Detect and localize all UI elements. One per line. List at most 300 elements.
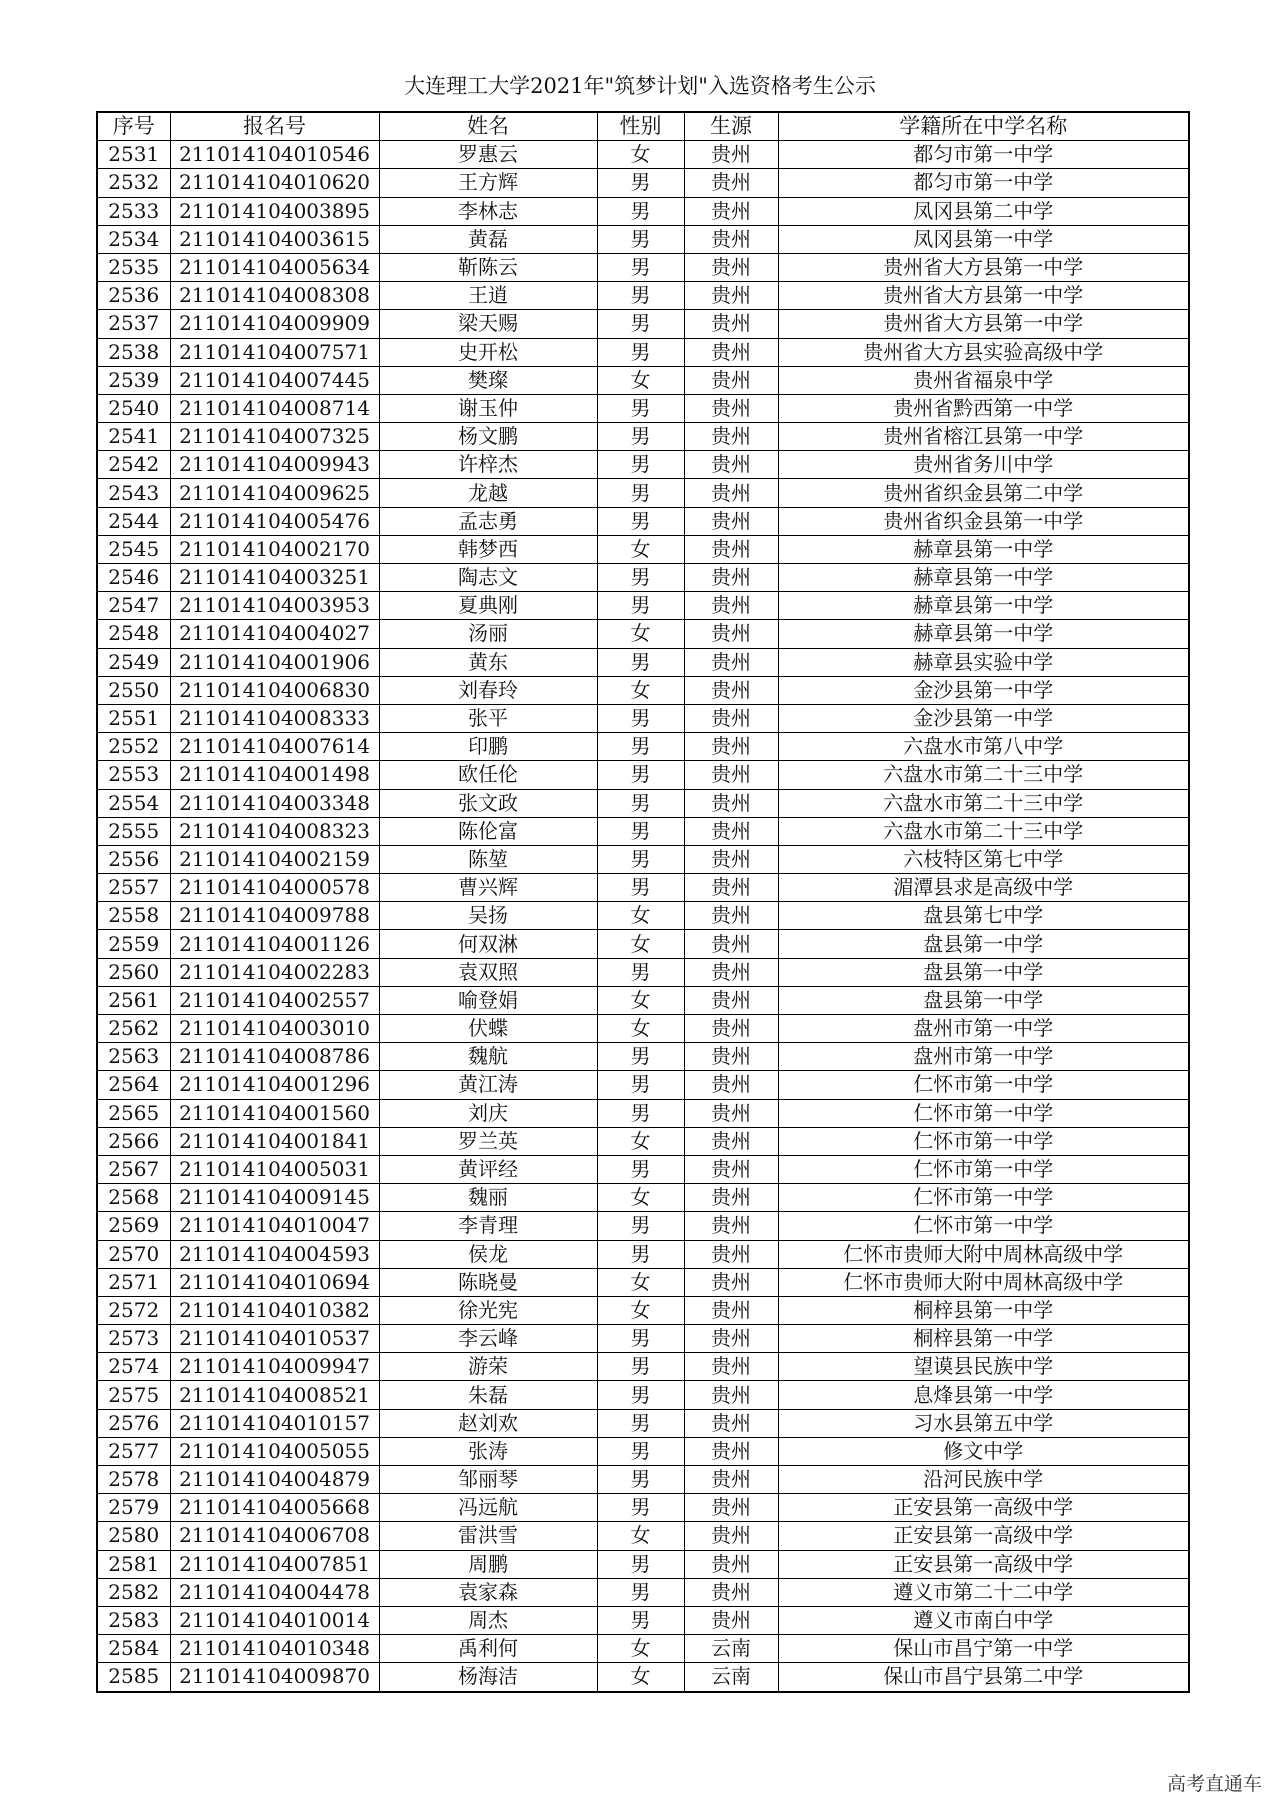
cell-registration: 211014104002283 — [170, 958, 379, 986]
cell-gender: 女 — [597, 1522, 684, 1550]
cell-number: 2558 — [97, 902, 170, 930]
table-row — [97, 169, 1189, 197]
cell-number: 2582 — [97, 1578, 170, 1606]
cell-origin: 贵州 — [684, 310, 778, 338]
cell-registration: 211014104001498 — [170, 761, 379, 789]
table-row — [97, 479, 1189, 507]
cell-registration: 211014104006830 — [170, 676, 379, 704]
cell-school: 金沙县第一中学 — [778, 704, 1189, 732]
cell-number: 2571 — [97, 1268, 170, 1296]
watermark-text: 高考直通车 — [1166, 1773, 1262, 1795]
cell-gender: 女 — [597, 1015, 684, 1043]
table-row — [97, 1099, 1189, 1127]
cell-registration: 211014104001296 — [170, 1071, 379, 1099]
cell-gender: 男 — [597, 1240, 684, 1268]
cell-gender: 男 — [597, 733, 684, 761]
cell-school: 盘县第一中学 — [778, 930, 1189, 958]
cell-origin: 贵州 — [684, 1212, 778, 1240]
cell-gender: 男 — [597, 845, 684, 873]
cell-gender: 男 — [597, 789, 684, 817]
cell-origin: 贵州 — [684, 761, 778, 789]
table-row — [97, 930, 1189, 958]
table-row — [97, 1635, 1189, 1663]
cell-origin: 贵州 — [684, 394, 778, 422]
cell-registration: 211014104008333 — [170, 704, 379, 732]
cell-number: 2563 — [97, 1043, 170, 1071]
cell-name: 张涛 — [379, 1437, 597, 1465]
cell-number: 2569 — [97, 1212, 170, 1240]
cell-gender: 男 — [597, 1381, 684, 1409]
cell-school: 望谟县民族中学 — [778, 1353, 1189, 1381]
cell-school: 贵州省黔西第一中学 — [778, 394, 1189, 422]
cell-origin: 贵州 — [684, 1606, 778, 1634]
cell-registration: 211014104010620 — [170, 169, 379, 197]
cell-registration: 211014104009870 — [170, 1663, 379, 1692]
table-row — [97, 620, 1189, 648]
cell-number: 2532 — [97, 169, 170, 197]
cell-registration: 211014104010348 — [170, 1635, 379, 1663]
cell-registration: 211014104005668 — [170, 1494, 379, 1522]
cell-name: 赵刘欢 — [379, 1409, 597, 1437]
cell-origin: 贵州 — [684, 253, 778, 281]
cell-registration: 211014104009625 — [170, 479, 379, 507]
table-row — [97, 366, 1189, 394]
cell-gender: 女 — [597, 986, 684, 1014]
cell-gender: 男 — [597, 1353, 684, 1381]
cell-registration: 211014104010047 — [170, 1212, 379, 1240]
cell-registration: 211014104008714 — [170, 394, 379, 422]
cell-gender: 女 — [597, 676, 684, 704]
cell-origin: 贵州 — [684, 1381, 778, 1409]
cell-origin: 贵州 — [684, 1155, 778, 1183]
cell-number: 2537 — [97, 310, 170, 338]
table-row — [97, 1437, 1189, 1465]
table-row — [97, 1212, 1189, 1240]
cell-origin: 贵州 — [684, 1015, 778, 1043]
cell-gender: 男 — [597, 592, 684, 620]
cell-gender: 男 — [597, 648, 684, 676]
cell-name: 罗兰英 — [379, 1127, 597, 1155]
cell-school: 湄潭县求是高级中学 — [778, 874, 1189, 902]
cell-origin: 贵州 — [684, 648, 778, 676]
cell-school: 赫章县第一中学 — [778, 535, 1189, 563]
cell-registration: 211014104003953 — [170, 592, 379, 620]
cell-registration: 211014104007325 — [170, 423, 379, 451]
cell-name: 袁双照 — [379, 958, 597, 986]
cell-origin: 贵州 — [684, 423, 778, 451]
table-row — [97, 1155, 1189, 1183]
cell-origin: 贵州 — [684, 874, 778, 902]
cell-school: 盘县第一中学 — [778, 958, 1189, 986]
cell-origin: 贵州 — [684, 620, 778, 648]
cell-school: 六盘水市第二十三中学 — [778, 761, 1189, 789]
cell-gender: 男 — [597, 1099, 684, 1127]
cell-number: 2546 — [97, 564, 170, 592]
cell-number: 2576 — [97, 1409, 170, 1437]
table-header-row — [97, 112, 1189, 141]
table-row — [97, 197, 1189, 225]
cell-origin: 贵州 — [684, 845, 778, 873]
cell-origin: 贵州 — [684, 1240, 778, 1268]
cell-registration: 211014104008308 — [170, 282, 379, 310]
table-row — [97, 507, 1189, 535]
cell-school: 贵州省福泉中学 — [778, 366, 1189, 394]
table-row — [97, 986, 1189, 1014]
cell-school: 六盘水市第二十三中学 — [778, 817, 1189, 845]
cell-number: 2579 — [97, 1494, 170, 1522]
cell-name: 王方辉 — [379, 169, 597, 197]
cell-number: 2583 — [97, 1606, 170, 1634]
cell-number: 2565 — [97, 1099, 170, 1127]
cell-gender: 男 — [597, 1325, 684, 1353]
cell-number: 2559 — [97, 930, 170, 958]
cell-number: 2551 — [97, 704, 170, 732]
cell-origin: 贵州 — [684, 1409, 778, 1437]
cell-registration: 211014104010546 — [170, 141, 379, 169]
cell-number: 2531 — [97, 141, 170, 169]
cell-school: 贵州省织金县第一中学 — [778, 507, 1189, 535]
cell-name: 徐光宪 — [379, 1296, 597, 1324]
cell-registration: 211014104010014 — [170, 1606, 379, 1634]
cell-school: 金沙县第一中学 — [778, 676, 1189, 704]
cell-registration: 211014104009145 — [170, 1184, 379, 1212]
cell-gender: 男 — [597, 253, 684, 281]
cell-origin: 云南 — [684, 1635, 778, 1663]
cell-registration: 211014104002557 — [170, 986, 379, 1014]
table-row — [97, 592, 1189, 620]
cell-school: 仁怀市第一中学 — [778, 1099, 1189, 1127]
cell-school: 盘州市第一中学 — [778, 1015, 1189, 1043]
column-header-number: 序号 — [97, 112, 170, 141]
cell-origin: 贵州 — [684, 704, 778, 732]
cell-origin: 云南 — [684, 1663, 778, 1692]
cell-school: 赫章县第一中学 — [778, 564, 1189, 592]
cell-origin: 贵州 — [684, 169, 778, 197]
cell-name: 黄评经 — [379, 1155, 597, 1183]
cell-name: 谢玉仲 — [379, 394, 597, 422]
cell-gender: 男 — [597, 1578, 684, 1606]
cell-registration: 211014104003010 — [170, 1015, 379, 1043]
cell-number: 2533 — [97, 197, 170, 225]
cell-name: 周鹏 — [379, 1550, 597, 1578]
table-row — [97, 733, 1189, 761]
table-row — [97, 1409, 1189, 1437]
table-row — [97, 845, 1189, 873]
cell-origin: 贵州 — [684, 366, 778, 394]
cell-registration: 211014104001560 — [170, 1099, 379, 1127]
table-row — [97, 310, 1189, 338]
cell-school: 仁怀市第一中学 — [778, 1184, 1189, 1212]
table-row — [97, 704, 1189, 732]
cell-name: 黄磊 — [379, 225, 597, 253]
cell-gender: 女 — [597, 1663, 684, 1692]
cell-gender: 男 — [597, 479, 684, 507]
cell-name: 梁天赐 — [379, 310, 597, 338]
cell-registration: 211014104008323 — [170, 817, 379, 845]
column-header-gender: 性别 — [597, 112, 684, 141]
cell-name: 朱磊 — [379, 1381, 597, 1409]
column-header-school: 学籍所在中学名称 — [778, 112, 1189, 141]
cell-name: 伏蝶 — [379, 1015, 597, 1043]
cell-number: 2570 — [97, 1240, 170, 1268]
cell-origin: 贵州 — [684, 282, 778, 310]
cell-registration: 211014104007571 — [170, 338, 379, 366]
table-row — [97, 1381, 1189, 1409]
table-row — [97, 676, 1189, 704]
cell-school: 遵义市南白中学 — [778, 1606, 1189, 1634]
cell-gender: 男 — [597, 1409, 684, 1437]
cell-number: 2550 — [97, 676, 170, 704]
cell-registration: 211014104001841 — [170, 1127, 379, 1155]
cell-number: 2574 — [97, 1353, 170, 1381]
cell-origin: 贵州 — [684, 1550, 778, 1578]
cell-school: 保山市昌宁县第二中学 — [778, 1663, 1189, 1692]
cell-registration: 211014104003615 — [170, 225, 379, 253]
cell-number: 2556 — [97, 845, 170, 873]
cell-origin: 贵州 — [684, 817, 778, 845]
cell-school: 贵州省榕江县第一中学 — [778, 423, 1189, 451]
cell-origin: 贵州 — [684, 1494, 778, 1522]
cell-origin: 贵州 — [684, 141, 778, 169]
cell-school: 凤冈县第二中学 — [778, 197, 1189, 225]
cell-registration: 211014104008786 — [170, 1043, 379, 1071]
cell-registration: 211014104003895 — [170, 197, 379, 225]
table-row — [97, 253, 1189, 281]
cell-school: 贵州省织金县第二中学 — [778, 479, 1189, 507]
cell-gender: 男 — [597, 1466, 684, 1494]
cell-gender: 女 — [597, 1635, 684, 1663]
cell-name: 何双淋 — [379, 930, 597, 958]
cell-number: 2541 — [97, 423, 170, 451]
column-header-name: 姓名 — [379, 112, 597, 141]
cell-school: 仁怀市第一中学 — [778, 1155, 1189, 1183]
cell-origin: 贵州 — [684, 1437, 778, 1465]
cell-number: 2567 — [97, 1155, 170, 1183]
cell-school: 正安县第一高级中学 — [778, 1494, 1189, 1522]
cell-registration: 211014104004027 — [170, 620, 379, 648]
table-row — [97, 1127, 1189, 1155]
cell-school: 赫章县第一中学 — [778, 592, 1189, 620]
table-row — [97, 1663, 1189, 1692]
cell-name: 杨海洁 — [379, 1663, 597, 1692]
cell-number: 2562 — [97, 1015, 170, 1043]
cell-registration: 211014104002159 — [170, 845, 379, 873]
table-row — [97, 789, 1189, 817]
cell-name: 孟志勇 — [379, 507, 597, 535]
cell-gender: 男 — [597, 169, 684, 197]
cell-origin: 贵州 — [684, 930, 778, 958]
cell-gender: 女 — [597, 535, 684, 563]
cell-school: 盘县第七中学 — [778, 902, 1189, 930]
cell-origin: 贵州 — [684, 1268, 778, 1296]
cell-gender: 女 — [597, 930, 684, 958]
table-row — [97, 225, 1189, 253]
table-row — [97, 1296, 1189, 1324]
cell-registration: 211014104003348 — [170, 789, 379, 817]
cell-name: 吴扬 — [379, 902, 597, 930]
cell-origin: 贵州 — [684, 1043, 778, 1071]
cell-origin: 贵州 — [684, 535, 778, 563]
cell-number: 2557 — [97, 874, 170, 902]
cell-name: 魏丽 — [379, 1184, 597, 1212]
cell-number: 2575 — [97, 1381, 170, 1409]
table-row — [97, 423, 1189, 451]
cell-origin: 贵州 — [684, 1099, 778, 1127]
cell-name: 李云峰 — [379, 1325, 597, 1353]
cell-gender: 女 — [597, 1268, 684, 1296]
cell-registration: 211014104004478 — [170, 1578, 379, 1606]
cell-origin: 贵州 — [684, 1522, 778, 1550]
cell-name: 欧任伦 — [379, 761, 597, 789]
cell-number: 2545 — [97, 535, 170, 563]
cell-school: 习水县第五中学 — [778, 1409, 1189, 1437]
table-row — [97, 874, 1189, 902]
cell-name: 龙越 — [379, 479, 597, 507]
page-title: 大连理工大学2021年"筑梦计划"入选资格考生公示 — [404, 74, 876, 98]
cell-name: 张平 — [379, 704, 597, 732]
cell-school: 盘州市第一中学 — [778, 1043, 1189, 1071]
cell-gender: 男 — [597, 874, 684, 902]
cell-number: 2548 — [97, 620, 170, 648]
cell-origin: 贵州 — [684, 1296, 778, 1324]
cell-name: 印鹏 — [379, 733, 597, 761]
table-row — [97, 1043, 1189, 1071]
cell-number: 2573 — [97, 1325, 170, 1353]
cell-origin: 贵州 — [684, 1071, 778, 1099]
table-row — [97, 535, 1189, 563]
cell-registration: 211014104010694 — [170, 1268, 379, 1296]
cell-registration: 211014104001126 — [170, 930, 379, 958]
cell-number: 2561 — [97, 986, 170, 1014]
cell-name: 史开松 — [379, 338, 597, 366]
cell-name: 雷洪雪 — [379, 1522, 597, 1550]
cell-gender: 男 — [597, 1437, 684, 1465]
cell-name: 黄东 — [379, 648, 597, 676]
cell-name: 喻登娟 — [379, 986, 597, 1014]
cell-origin: 贵州 — [684, 1578, 778, 1606]
cell-gender: 男 — [597, 423, 684, 451]
cell-registration: 211014104010382 — [170, 1296, 379, 1324]
cell-gender: 男 — [597, 958, 684, 986]
cell-gender: 男 — [597, 394, 684, 422]
table-row — [97, 338, 1189, 366]
cell-gender: 男 — [597, 1155, 684, 1183]
cell-registration: 211014104004593 — [170, 1240, 379, 1268]
cell-name: 陈晓曼 — [379, 1268, 597, 1296]
cell-number: 2539 — [97, 366, 170, 394]
cell-school: 贵州省务川中学 — [778, 451, 1189, 479]
cell-name: 游荣 — [379, 1353, 597, 1381]
cell-origin: 贵州 — [684, 1325, 778, 1353]
cell-gender: 男 — [597, 1212, 684, 1240]
cell-name: 刘庆 — [379, 1099, 597, 1127]
cell-registration: 211014104010157 — [170, 1409, 379, 1437]
cell-school: 六枝特区第七中学 — [778, 845, 1189, 873]
cell-name: 陶志文 — [379, 564, 597, 592]
cell-school: 贵州省大方县第一中学 — [778, 282, 1189, 310]
cell-origin: 贵州 — [684, 733, 778, 761]
cell-number: 2547 — [97, 592, 170, 620]
cell-name: 张文政 — [379, 789, 597, 817]
cell-school: 桐梓县第一中学 — [778, 1325, 1189, 1353]
cell-school: 赫章县实验中学 — [778, 648, 1189, 676]
cell-gender: 女 — [597, 902, 684, 930]
table-row — [97, 817, 1189, 845]
cell-registration: 211014104002170 — [170, 535, 379, 563]
table-row — [97, 761, 1189, 789]
cell-name: 曹兴辉 — [379, 874, 597, 902]
cell-registration: 211014104009943 — [170, 451, 379, 479]
cell-registration: 211014104000578 — [170, 874, 379, 902]
cell-number: 2553 — [97, 761, 170, 789]
cell-number: 2544 — [97, 507, 170, 535]
cell-school: 遵义市第二十二中学 — [778, 1578, 1189, 1606]
cell-gender: 男 — [597, 1550, 684, 1578]
cell-number: 2560 — [97, 958, 170, 986]
table-row — [97, 564, 1189, 592]
cell-name: 韩梦西 — [379, 535, 597, 563]
cell-school: 沿河民族中学 — [778, 1466, 1189, 1494]
cell-origin: 贵州 — [684, 338, 778, 366]
cell-gender: 男 — [597, 338, 684, 366]
cell-registration: 211014104007445 — [170, 366, 379, 394]
table-row — [97, 451, 1189, 479]
cell-name: 王逍 — [379, 282, 597, 310]
cell-name: 冯远航 — [379, 1494, 597, 1522]
cell-origin: 贵州 — [684, 789, 778, 817]
cell-name: 夏典刚 — [379, 592, 597, 620]
cell-origin: 贵州 — [684, 564, 778, 592]
cell-origin: 贵州 — [684, 1466, 778, 1494]
cell-name: 陈堃 — [379, 845, 597, 873]
table-body — [97, 141, 1189, 1692]
cell-name: 杨文鹏 — [379, 423, 597, 451]
cell-gender: 女 — [597, 1184, 684, 1212]
cell-name: 黄江涛 — [379, 1071, 597, 1099]
cell-registration: 211014104007851 — [170, 1550, 379, 1578]
cell-registration: 211014104005476 — [170, 507, 379, 535]
table-row — [97, 394, 1189, 422]
cell-number: 2581 — [97, 1550, 170, 1578]
cell-gender: 男 — [597, 507, 684, 535]
cell-number: 2534 — [97, 225, 170, 253]
cell-school: 仁怀市第一中学 — [778, 1127, 1189, 1155]
column-header-registration: 报名号 — [170, 112, 379, 141]
cell-gender: 女 — [597, 1296, 684, 1324]
table-row — [97, 1522, 1189, 1550]
cell-number: 2577 — [97, 1437, 170, 1465]
table-row — [97, 1606, 1189, 1634]
cell-school: 盘县第一中学 — [778, 986, 1189, 1014]
cell-number: 2554 — [97, 789, 170, 817]
cell-registration: 211014104005031 — [170, 1155, 379, 1183]
cell-registration: 211014104003251 — [170, 564, 379, 592]
cell-school: 息烽县第一中学 — [778, 1381, 1189, 1409]
cell-origin: 贵州 — [684, 1127, 778, 1155]
cell-gender: 男 — [597, 197, 684, 225]
cell-school: 凤冈县第一中学 — [778, 225, 1189, 253]
cell-school: 贵州省大方县实验高级中学 — [778, 338, 1189, 366]
cell-origin: 贵州 — [684, 225, 778, 253]
cell-gender: 男 — [597, 451, 684, 479]
cell-registration: 211014104001906 — [170, 648, 379, 676]
cell-registration: 211014104005634 — [170, 253, 379, 281]
cell-gender: 男 — [597, 282, 684, 310]
cell-school: 都匀市第一中学 — [778, 169, 1189, 197]
cell-name: 邹丽琴 — [379, 1466, 597, 1494]
cell-gender: 女 — [597, 141, 684, 169]
cell-registration: 211014104010537 — [170, 1325, 379, 1353]
